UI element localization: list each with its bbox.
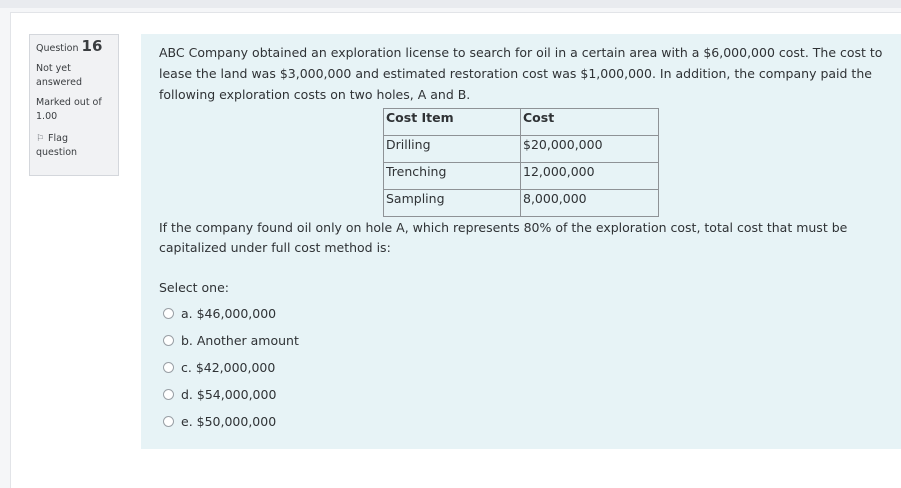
- table-cell: $20,000,000: [521, 136, 659, 163]
- flag-question-label: Flag question: [36, 133, 78, 158]
- radio-button[interactable]: [163, 335, 174, 346]
- answer-option-b[interactable]: [163, 327, 299, 354]
- cost-table: [383, 108, 659, 217]
- table-cell: Sampling: [384, 190, 521, 217]
- question-label: Question: [36, 43, 79, 54]
- answer-option-d[interactable]: [163, 381, 299, 408]
- answer-option-label: a. $46,000,000: [181, 306, 277, 321]
- answer-option-label: b. Another amount: [181, 333, 299, 348]
- table-header-row: [384, 109, 659, 136]
- top-bar: [0, 0, 901, 8]
- answer-option-label: d. $54,000,000: [181, 387, 277, 402]
- question-status: Not yet answered: [36, 63, 82, 88]
- answer-option-c[interactable]: [163, 354, 299, 381]
- question-content: [141, 34, 901, 449]
- table-header-cell: Cost: [521, 109, 659, 136]
- question-number: 16: [81, 37, 103, 55]
- table-row: [384, 136, 659, 163]
- question-info-panel: [29, 34, 119, 176]
- answer-options: [163, 300, 299, 435]
- table-row: [384, 163, 659, 190]
- answer-option-a[interactable]: [163, 300, 299, 327]
- answer-option-e[interactable]: [163, 408, 299, 435]
- table-cell: Trenching: [384, 163, 521, 190]
- table-cell: 8,000,000: [521, 190, 659, 217]
- flag-question-link[interactable]: [36, 132, 112, 160]
- answer-option-label: e. $50,000,000: [181, 414, 277, 429]
- marked-out-of-label: Marked out of: [36, 97, 102, 108]
- question-number-line: [36, 39, 112, 56]
- table-row: [384, 190, 659, 217]
- radio-button[interactable]: [163, 308, 174, 319]
- table-cell: 12,000,000: [521, 163, 659, 190]
- table-header-cell: Cost Item: [384, 109, 521, 136]
- followup-question-text: If the company found oil only on hole A, which represents 80% of the exploration cost, total cost that must be capitalized under full cost method is:: [159, 220, 848, 255]
- question-text: ABC Company obtained an exploration license to search for oil in a certain area with a $6,000,000 cost. The cost to lease the land was $3,000,000 and estimated restoration cost was $1,000,000. In addition, the company paid the following exploration costs on two holes, A and B.: [159, 45, 883, 102]
- radio-button[interactable]: [163, 389, 174, 400]
- radio-button[interactable]: [163, 416, 174, 427]
- radio-button[interactable]: [163, 362, 174, 373]
- select-one-label: Select one:: [159, 280, 230, 295]
- table-cell: Drilling: [384, 136, 521, 163]
- flag-icon: ⚐: [36, 134, 45, 144]
- marked-out-of-value: 1.00: [36, 111, 58, 122]
- answer-option-label: c. $42,000,000: [181, 360, 276, 375]
